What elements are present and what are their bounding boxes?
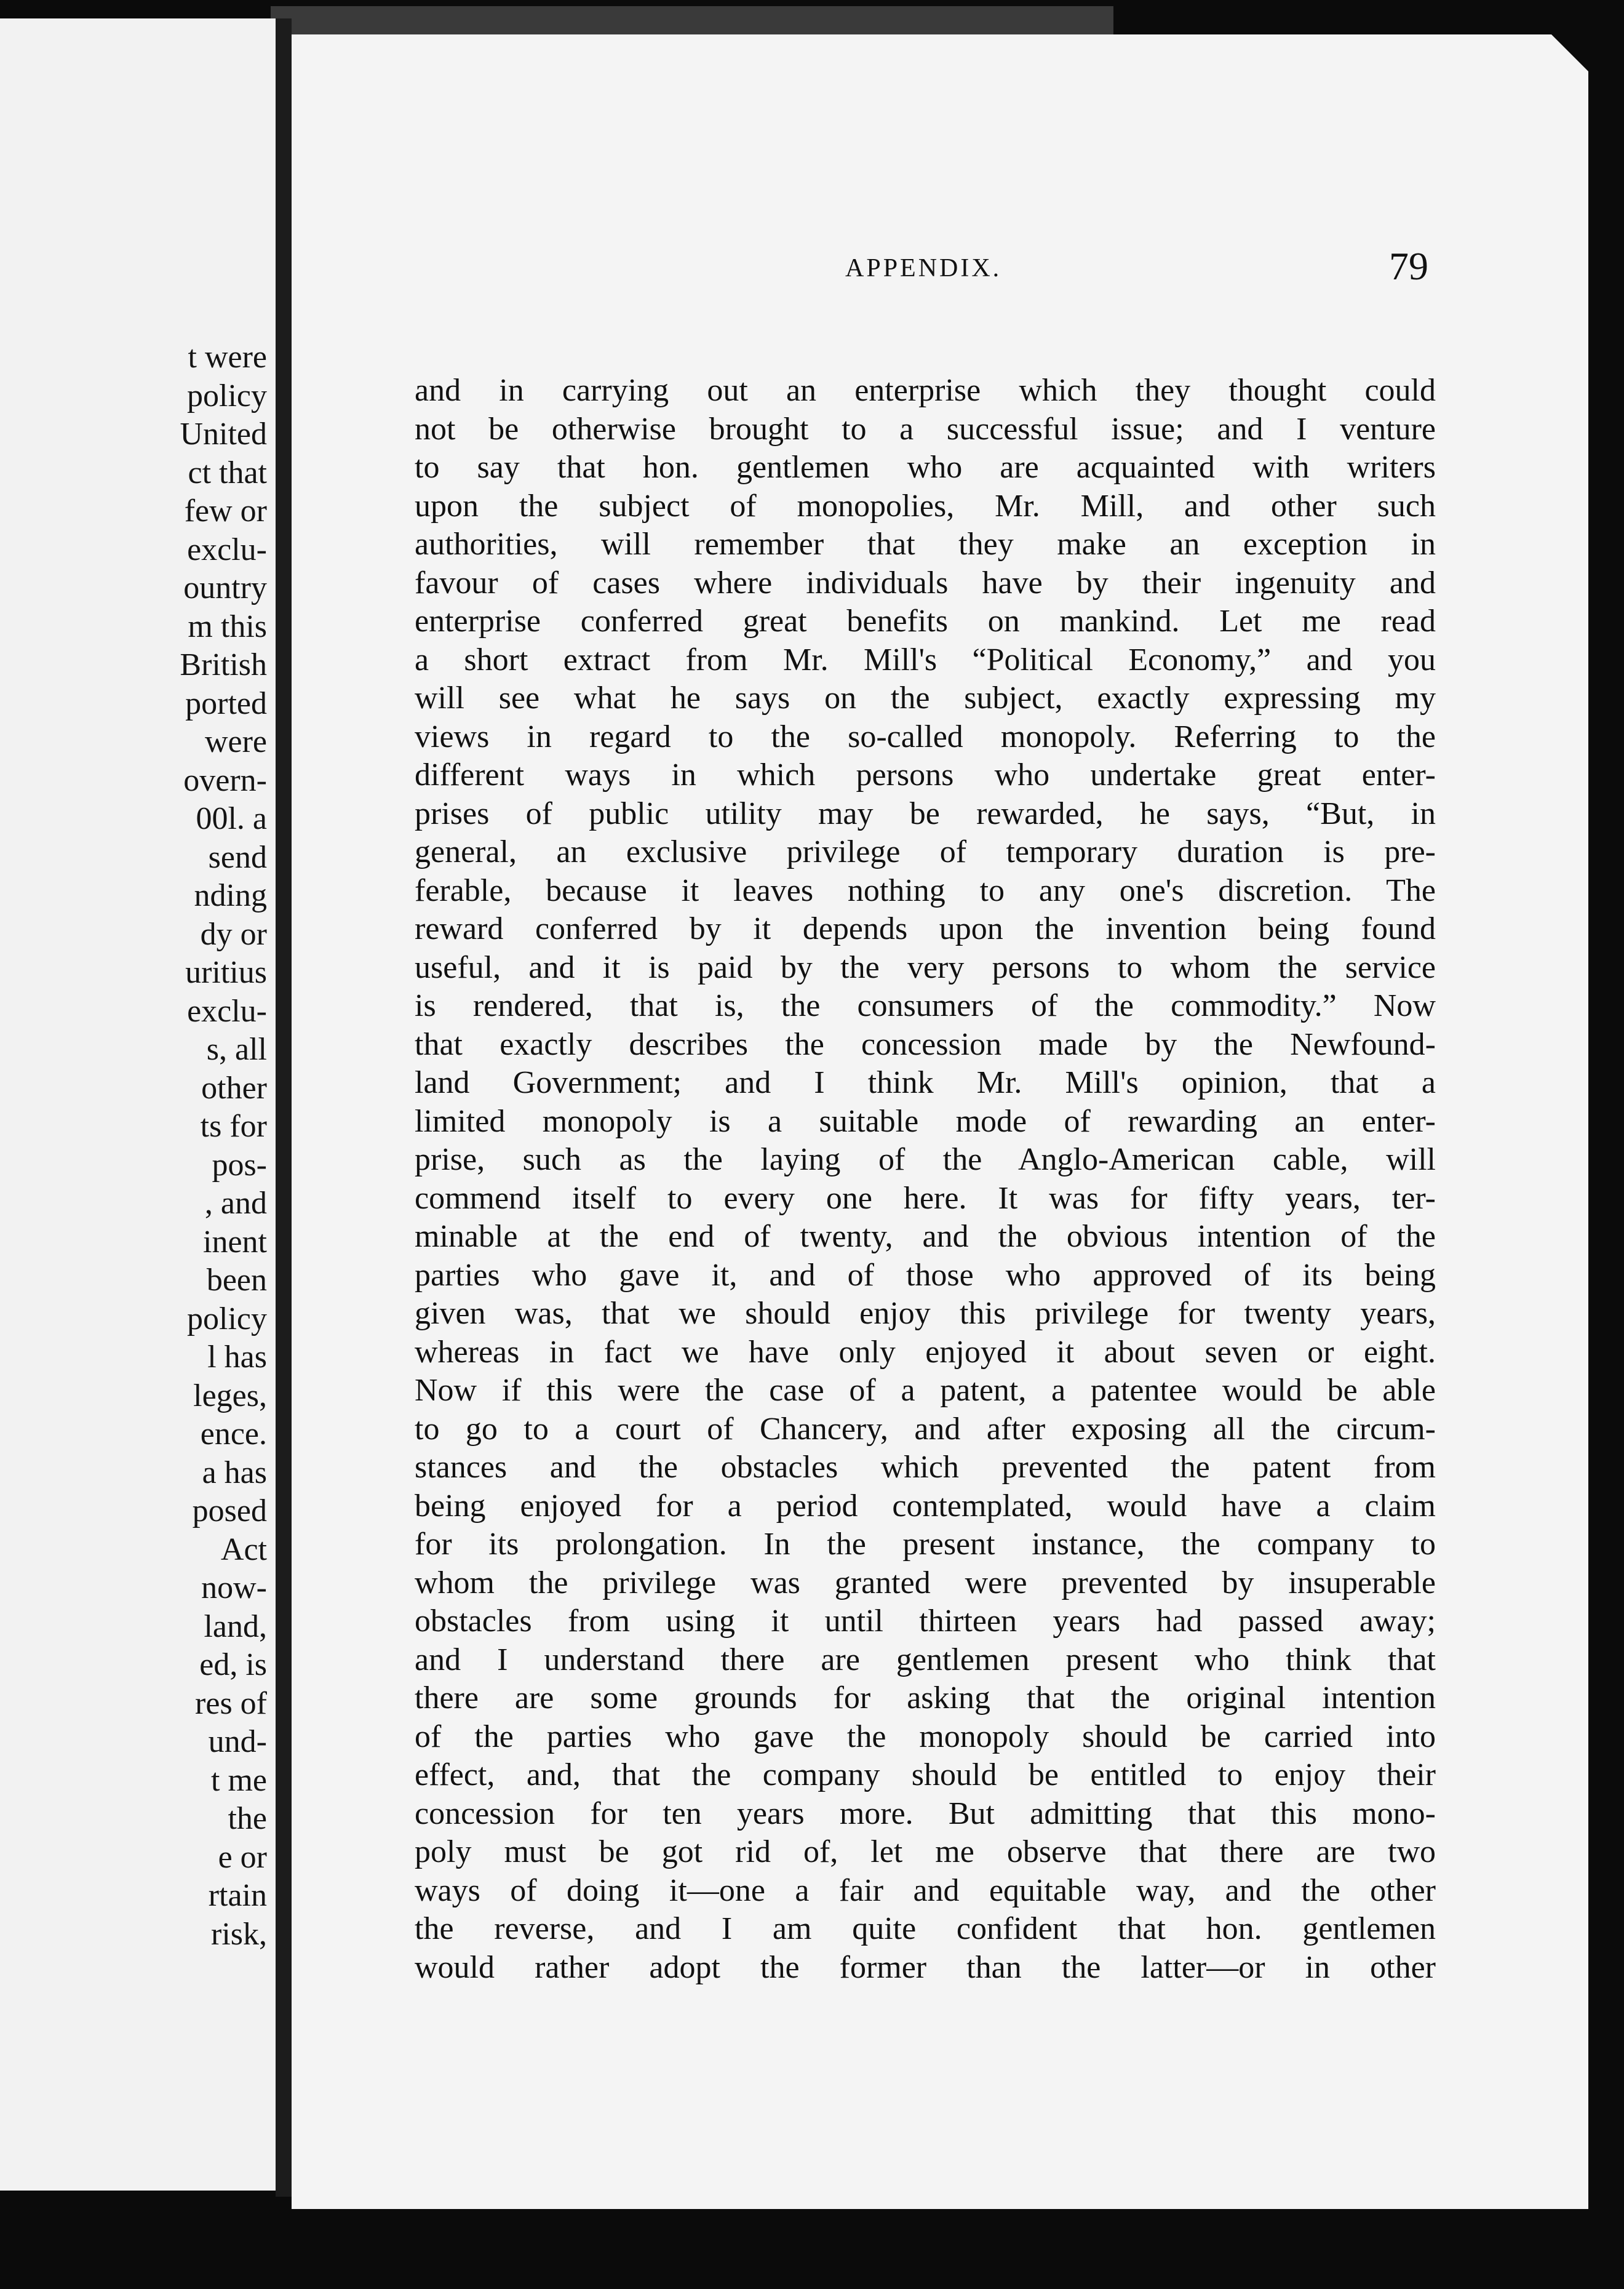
left-page-line: ountry <box>183 570 267 605</box>
left-page-line: ported <box>185 685 267 721</box>
left-page-line: other <box>201 1070 267 1106</box>
body-line: upon the subject of monopolies, Mr. Mill, and other such <box>415 488 1436 524</box>
body-line: enterprise conferred great benefits on mankind. Let me read <box>415 604 1436 639</box>
body-line: prises of public utility may be rewarded, he says, “But, in <box>415 796 1436 831</box>
body-line: favour of cases where individuals have by their ingenuity and <box>415 565 1436 601</box>
left-page-line: nding <box>194 878 267 913</box>
right-page <box>292 34 1588 2209</box>
body-line: given was, that we should enjoy this privilege for twenty years, <box>415 1296 1436 1331</box>
left-page-line: posed <box>192 1493 267 1528</box>
body-line: for its prolongation. In the present instance, the company to <box>415 1527 1436 1562</box>
left-page-line: rtain <box>208 1878 267 1913</box>
left-page-line: exclu- <box>187 993 267 1029</box>
left-page-line: l has <box>207 1340 267 1375</box>
body-line: whom the privilege was granted were prevented by insuperable <box>415 1565 1436 1600</box>
body-line: being enjoyed for a period contemplated, would have a claim <box>415 1488 1436 1524</box>
left-page-line: ct that <box>188 455 267 490</box>
body-line: ways of doing it—one a fair and equitable way, and the other <box>415 1872 1436 1908</box>
left-page-line: inent <box>203 1224 267 1260</box>
body-line: different ways in which persons who undertake great enter- <box>415 757 1436 793</box>
body-line: authorities, will remember that they make an exception in <box>415 527 1436 562</box>
body-text <box>415 372 1436 1987</box>
left-page-line: were <box>204 724 267 759</box>
left-page-line: policy <box>187 378 267 413</box>
left-page-line: overn- <box>183 762 267 798</box>
left-page-line: ence. <box>200 1416 267 1452</box>
left-page-line: risk, <box>211 1916 267 1952</box>
left-facing-page <box>0 18 276 2191</box>
body-line: minable at the end of twenty, and the obvious intention of the <box>415 1219 1436 1254</box>
body-line: concession for ten years more. But admitting that this mono- <box>415 1796 1436 1831</box>
left-page-text <box>180 338 267 1954</box>
body-line: effect, and, that the company should be entitled to enjoy their <box>415 1757 1436 1792</box>
body-line: to say that hon. gentlemen who are acquainted with writers <box>415 450 1436 485</box>
left-page-line: res of <box>195 1685 267 1721</box>
body-line: parties who gave it, and of those who approved of its being <box>415 1257 1436 1293</box>
left-page-line: t were <box>188 340 267 375</box>
body-line: general, an exclusive privilege of temporary duration is pre- <box>415 834 1436 869</box>
body-line: the reverse, and I am quite confident that hon. gentlemen <box>415 1911 1436 1946</box>
left-page-line: leges, <box>193 1378 267 1413</box>
left-page-line: , and <box>204 1186 267 1221</box>
left-page-line: exclu- <box>187 532 267 567</box>
left-page-line: policy <box>187 1301 267 1336</box>
left-page-line: now- <box>201 1570 267 1605</box>
left-page-line: t me <box>211 1762 267 1798</box>
left-page-line: 00l. a <box>196 801 267 836</box>
left-page-line: ts for <box>200 1109 267 1144</box>
left-page-line: British <box>180 647 267 682</box>
page-corner <box>1551 34 1588 71</box>
body-line: stances and the obstacles which prevented the patent from <box>415 1450 1436 1485</box>
body-line: to go to a court of Chancery, and after exposing all the circum- <box>415 1411 1436 1447</box>
left-page-line: m this <box>188 609 267 644</box>
left-page-line: few or <box>184 493 267 529</box>
left-page-line: a has <box>202 1455 267 1490</box>
body-line: commend itself to every one here. It was for fifty years, ter- <box>415 1180 1436 1216</box>
body-line: of the parties who gave the monopoly should be carried into <box>415 1719 1436 1754</box>
body-line: obstacles from using it until thirteen years had passed away; <box>415 1604 1436 1639</box>
book-gutter <box>276 18 292 2197</box>
left-page-line: send <box>208 839 267 875</box>
page-number: 79 <box>1389 244 1428 288</box>
body-line: and I understand there are gentlemen present who think that <box>415 1642 1436 1677</box>
left-page-line: land, <box>204 1608 267 1644</box>
body-line: and in carrying out an enterprise which they thought could <box>415 373 1436 408</box>
body-line: poly must be got rid of, let me observe that there are two <box>415 1834 1436 1869</box>
body-line: land Government; and I think Mr. Mill's opinion, that a <box>415 1065 1436 1100</box>
left-page-line: uritius <box>185 955 267 990</box>
body-line: not be otherwise brought to a successful issue; and I venture <box>415 411 1436 447</box>
body-line: will see what he says on the subject, exactly expressing my <box>415 681 1436 716</box>
left-page-line: Act <box>220 1532 267 1567</box>
body-line: a short extract from Mr. Mill's “Political Economy,” and you <box>415 642 1436 677</box>
left-page-line: dy or <box>200 916 267 952</box>
left-page-line: the <box>228 1801 267 1836</box>
body-line: reward conferred by it depends upon the invention being found <box>415 911 1436 946</box>
left-page-line: been <box>206 1263 267 1298</box>
running-head: APPENDIX. <box>845 254 1002 282</box>
left-page-line: pos- <box>212 1147 267 1183</box>
body-line: useful, and it is paid by the very persons to whom the service <box>415 949 1436 985</box>
left-page-line: s, all <box>206 1032 267 1067</box>
body-line: whereas in fact we have only enjoyed it about seven or eight. <box>415 1334 1436 1370</box>
body-line: limited monopoly is a suitable mode of rewarding an enter- <box>415 1103 1436 1139</box>
body-line: Now if this were the case of a patent, a patentee would be able <box>415 1373 1436 1408</box>
left-page-line: ed, is <box>199 1647 267 1682</box>
body-line: would rather adopt the former than the latter—or in other <box>415 1949 1436 1985</box>
body-line: views in regard to the so-called monopoly. Referring to the <box>415 719 1436 754</box>
body-line: prise, such as the laying of the Anglo-American cable, will <box>415 1142 1436 1177</box>
body-line: is rendered, that is, the consumers of the commodity.” Now <box>415 988 1436 1023</box>
body-line: there are some grounds for asking that the original intention <box>415 1680 1436 1716</box>
left-page-line: e or <box>218 1839 267 1875</box>
left-page-line: und- <box>208 1724 267 1759</box>
body-line: that exactly describes the concession made by the Newfound- <box>415 1026 1436 1062</box>
left-page-line: United <box>180 417 267 452</box>
body-line: ferable, because it leaves nothing to any one's discretion. The <box>415 873 1436 908</box>
